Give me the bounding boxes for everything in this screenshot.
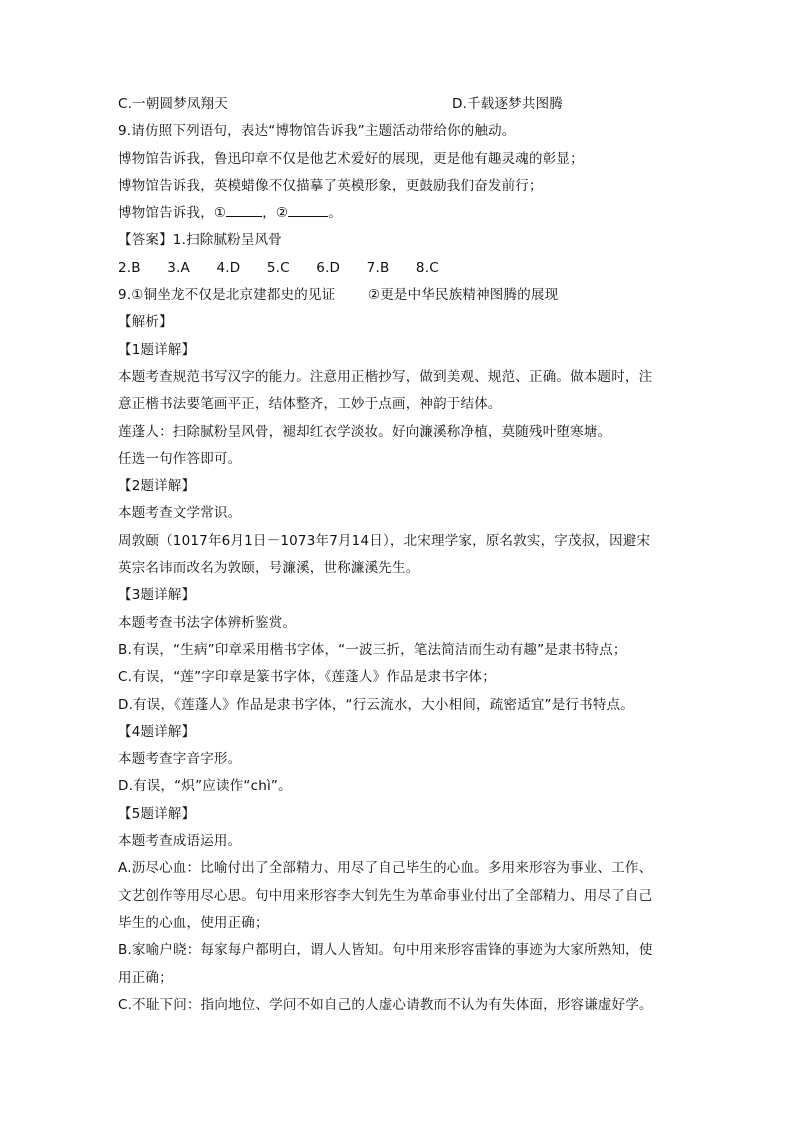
answer-item: 6.D: [316, 259, 341, 276]
analysis-line: 本题考查字音字形。: [118, 751, 242, 768]
analysis-line: 文艺创作等用尽心思。句中用来形容李大钊先生为革命事业付出了全部精力、用尽了自己: [118, 887, 653, 904]
fill-mid: ，②: [262, 205, 289, 222]
fill-blank-2: [288, 202, 328, 217]
answer-item: 5.C: [266, 259, 290, 276]
analysis-line: 本题考查成语运用。: [118, 833, 242, 850]
analysis-line: 莲蓬人：扫除腻粉呈风骨，褪却红衣学淡妆。好向濂溪称净植，莫随残叶堕寒塘。: [118, 423, 612, 440]
analysis-line: 【5题详解】: [118, 805, 196, 822]
option-c: C.一朝圆梦凤翔天: [118, 96, 229, 112]
analysis-line: 【4题详解】: [118, 723, 196, 740]
answer-9-row: [118, 282, 678, 309]
question-9-prompt: 9.请仿照下列语句，表达“博物馆告诉我”主题活动带给你的触动。: [118, 123, 516, 140]
fill-end: 。: [328, 205, 342, 222]
analysis-line: 本题考查书法字体辨析鉴赏。: [118, 614, 297, 631]
fill-prefix: 博物馆告诉我，①: [118, 205, 227, 222]
analysis-line: 【1题详解】: [118, 341, 196, 358]
analysis-line: 任选一句作答即可。: [118, 450, 242, 467]
analysis-line: 用正确；: [118, 969, 173, 986]
analysis-line: 周敦颐（1017年6月1日－1073年7月14日），北宋理学家，原名敦实，字茂叔，因避宋: [118, 532, 651, 549]
document-body: [118, 91, 678, 1019]
question-9-fill-line: [118, 200, 678, 227]
analysis-line: C.不耻下问：指向地位、学问不如自己的人虚心请教而不认为有失体面，形容谦虚好学。: [118, 996, 653, 1013]
answer-item: 2.B: [118, 259, 141, 276]
answer-item: 8.C: [415, 259, 439, 276]
answer-item: 4.D: [216, 259, 241, 276]
analysis-line: 意正楷书法要笔画平正，结体整齐，工妙于点画，神韵于结体。: [118, 396, 502, 413]
analysis-header: 【解析】: [118, 314, 173, 331]
analysis-line: D.有误，《莲蓬人》作品是隶书字体，“行云流水，大小相间，疏密适宜”是行书特点。: [118, 696, 634, 713]
analysis-line: 【3题详解】: [118, 587, 196, 604]
analysis-line: 本题考查规范书写汉字的能力。注意用正楷抄写，做到美观、规范、正确。做本题时，注: [118, 368, 653, 385]
answer-9-part-2: ②更是中华民族精神图腾的展现: [367, 287, 559, 304]
answer-9-part-1: 9.①铜坐龙不仅是北京建都史的见证: [118, 287, 336, 304]
analysis-line: B.家喻户晓：每家每户都明白，谓人人皆知。句中用来形容雷锋的事迹为大家所熟知，使: [118, 942, 653, 959]
analysis-line: B.有误，“生病”印章采用楷书字体，“一波三折，笔法简洁而生动有趣”是隶书特点；: [118, 641, 627, 658]
answer-choices-row: [118, 255, 678, 282]
analysis-line: A.沥尽心血：比喻付出了全部精力、用尽了自己毕生的心血。多用来形容为事业、工作、: [118, 860, 653, 877]
fill-blank-1: [226, 202, 262, 217]
analysis-line: C.有误，“莲”字印章是篆书字体，《莲蓬人》作品是隶书字体；: [118, 669, 496, 686]
analysis-line: 毕生的心血，使用正确；: [118, 914, 269, 931]
answer-header: 【答案】1.扫除腻粉呈风骨: [118, 232, 282, 249]
answer-item: 3.A: [167, 259, 190, 276]
question-9-example-2: 博物馆告诉我，英模蜡像不仅描摹了英模形象，更鼓励我们奋发前行；: [118, 177, 543, 194]
analysis-line: 【2题详解】: [118, 478, 196, 495]
question-9-example-1: 博物馆告诉我，鲁迅印章不仅是他艺术爱好的展现，更是他有趣灵魂的彰显；: [118, 150, 584, 167]
analysis-line: 本题考查文学常识。: [118, 505, 242, 522]
analysis-line: D.有误，“炽”应读作“chì”。: [118, 778, 292, 795]
options-row: [118, 91, 678, 118]
option-d: D.千载逐梦共图腾: [452, 96, 563, 112]
analysis-line: 英宗名讳而改名为敦颐，号濂溪，世称濂溪先生。: [118, 560, 420, 577]
answer-item: 7.B: [366, 259, 390, 276]
